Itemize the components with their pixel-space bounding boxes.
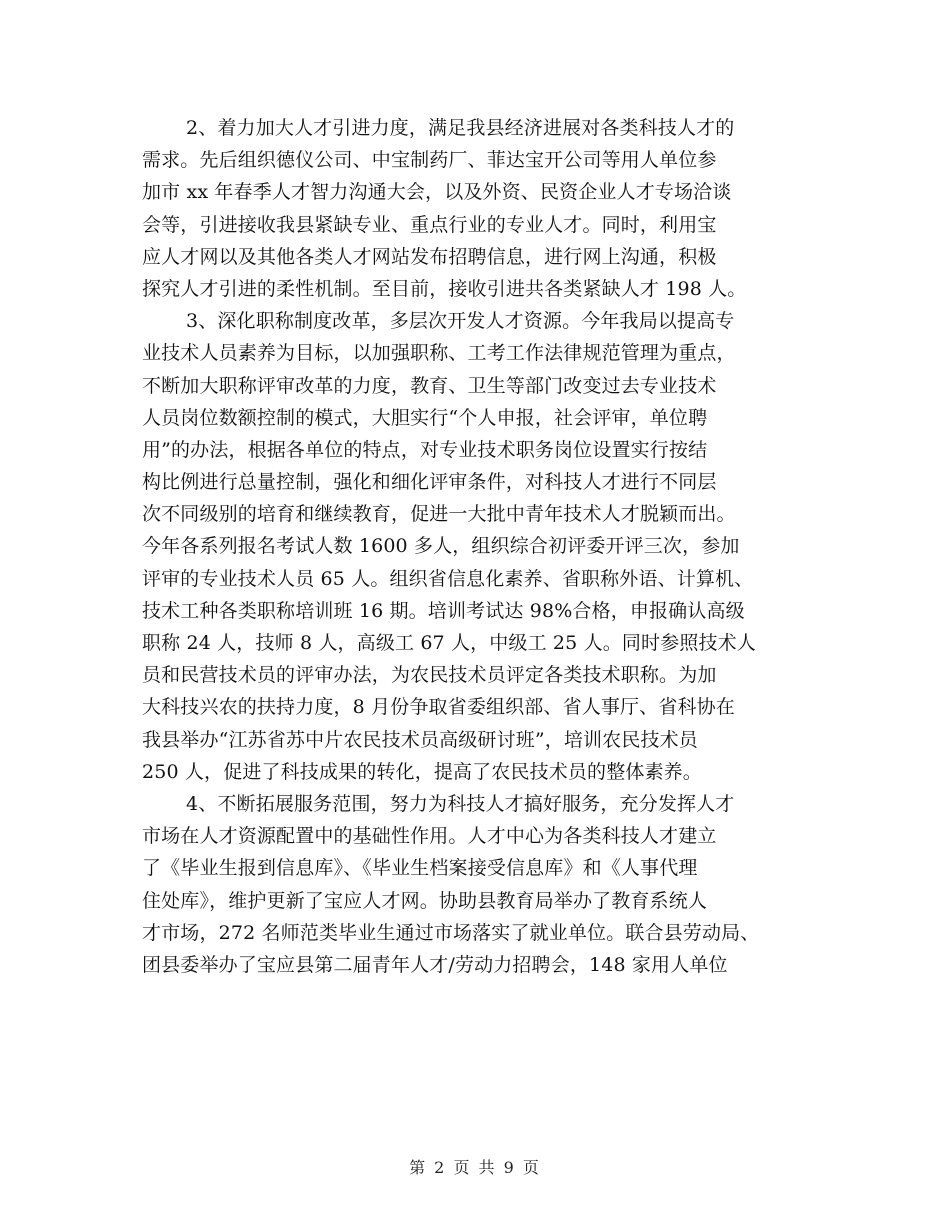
text-line: 4、不断拓展服务范围，努力为科技人才搞好服务，充分发挥人才: [186, 792, 735, 815]
text-line: 评审的专业技术人员 65 人。组织省信息化素养、省职称外语、计算机、: [142, 567, 754, 590]
text-line: 今年各系列报名考试人数 1600 多人，组织综合初评委开评三次，参加: [142, 535, 740, 558]
text-line: 不断加大职称评审改革的力度，教育、卫生等部门改变过去专业技术: [142, 374, 717, 397]
text-line: 会等，引进接收我县紧缺专业、重点行业的专业人才。同时，利用宝: [142, 213, 717, 236]
text-line: 我县举办“江苏省苏中片农民技术员高级研讨班”，培训农民技术员: [142, 728, 698, 751]
text-line: 加市 xx 年春季人才智力沟通大会，以及外资、民资企业人才专场洽谈: [142, 181, 732, 204]
text-line: 员和民营技术员的评审办法，为农民技术员评定各类技术职称。为加: [142, 664, 717, 687]
text-line: 才市场，272 名师范类毕业生通过市场落实了就业单位。联合县劳动局、: [142, 921, 760, 944]
text-line: 团县委举办了宝应县第二届青年人才/劳动力招聘会，148 家用人单位: [142, 953, 728, 976]
text-line: 探究人才引进的柔性机制。至目前，接收引进共各类紧缺人才 198 人。: [142, 277, 747, 300]
text-line: 次不同级别的培育和继续教育，促进一大批中青年技术人才脱颖而出。: [142, 503, 736, 526]
text-line: 人员岗位数额控制的模式，大胆实行“个人申报，社会评审，单位聘: [142, 406, 708, 429]
text-line: 250 人，促进了科技成果的转化，提高了农民技术员的整体素养。: [142, 760, 702, 783]
text-line: 住处库》，维护更新了宝应人才网。协助县教育局举办了教育系统人: [142, 889, 708, 912]
text-line: 大科技兴农的扶持力度，8 月份争取省委组织部、省人事厅、省科协在: [142, 696, 735, 719]
page-number-footer: 第 2 页 共 9 页: [409, 1158, 541, 1177]
text-line: 3、深化职称制度改革，多层次开发人才资源。今年我局以提高专: [186, 310, 735, 333]
text-line: 应人才网以及其他各类人才网站发布招聘信息，进行网上沟通，积极: [142, 245, 717, 268]
text-line: 职称 24 人，技师 8 人，高级工 67 人，中级工 25 人。同时参照技术人: [142, 632, 756, 654]
text-line: 技术工种各类职称培训班 16 期。培训考试达 98%合格，申报确认高级: [142, 599, 745, 622]
text-line: 用”的办法，根据各单位的特点，对专业技术职务岗位设置实行按结: [142, 438, 708, 461]
text-line: 市场在人才资源配置中的基础性作用。人才中心为各类科技人才建立: [142, 825, 717, 848]
text-line: 业技术人员素养为目标，以加强职称、工考工作法律规范管理为重点，: [142, 342, 736, 365]
body-text: [142, 112, 822, 981]
text-line: 需求。先后组织德仪公司、中宝制药厂、菲达宝开公司等用人单位参: [142, 149, 717, 172]
text-line: 2、着力加大人才引进力度，满足我县经济进展对各类科技人才的: [186, 117, 735, 139]
text-line: 了《毕业生报到信息库》、《毕业生档案接受信息库》和《人事代理: [142, 857, 698, 880]
text-line: 构比例进行总量控制，强化和细化评审条件，对科技人才进行不同层: [142, 471, 717, 494]
